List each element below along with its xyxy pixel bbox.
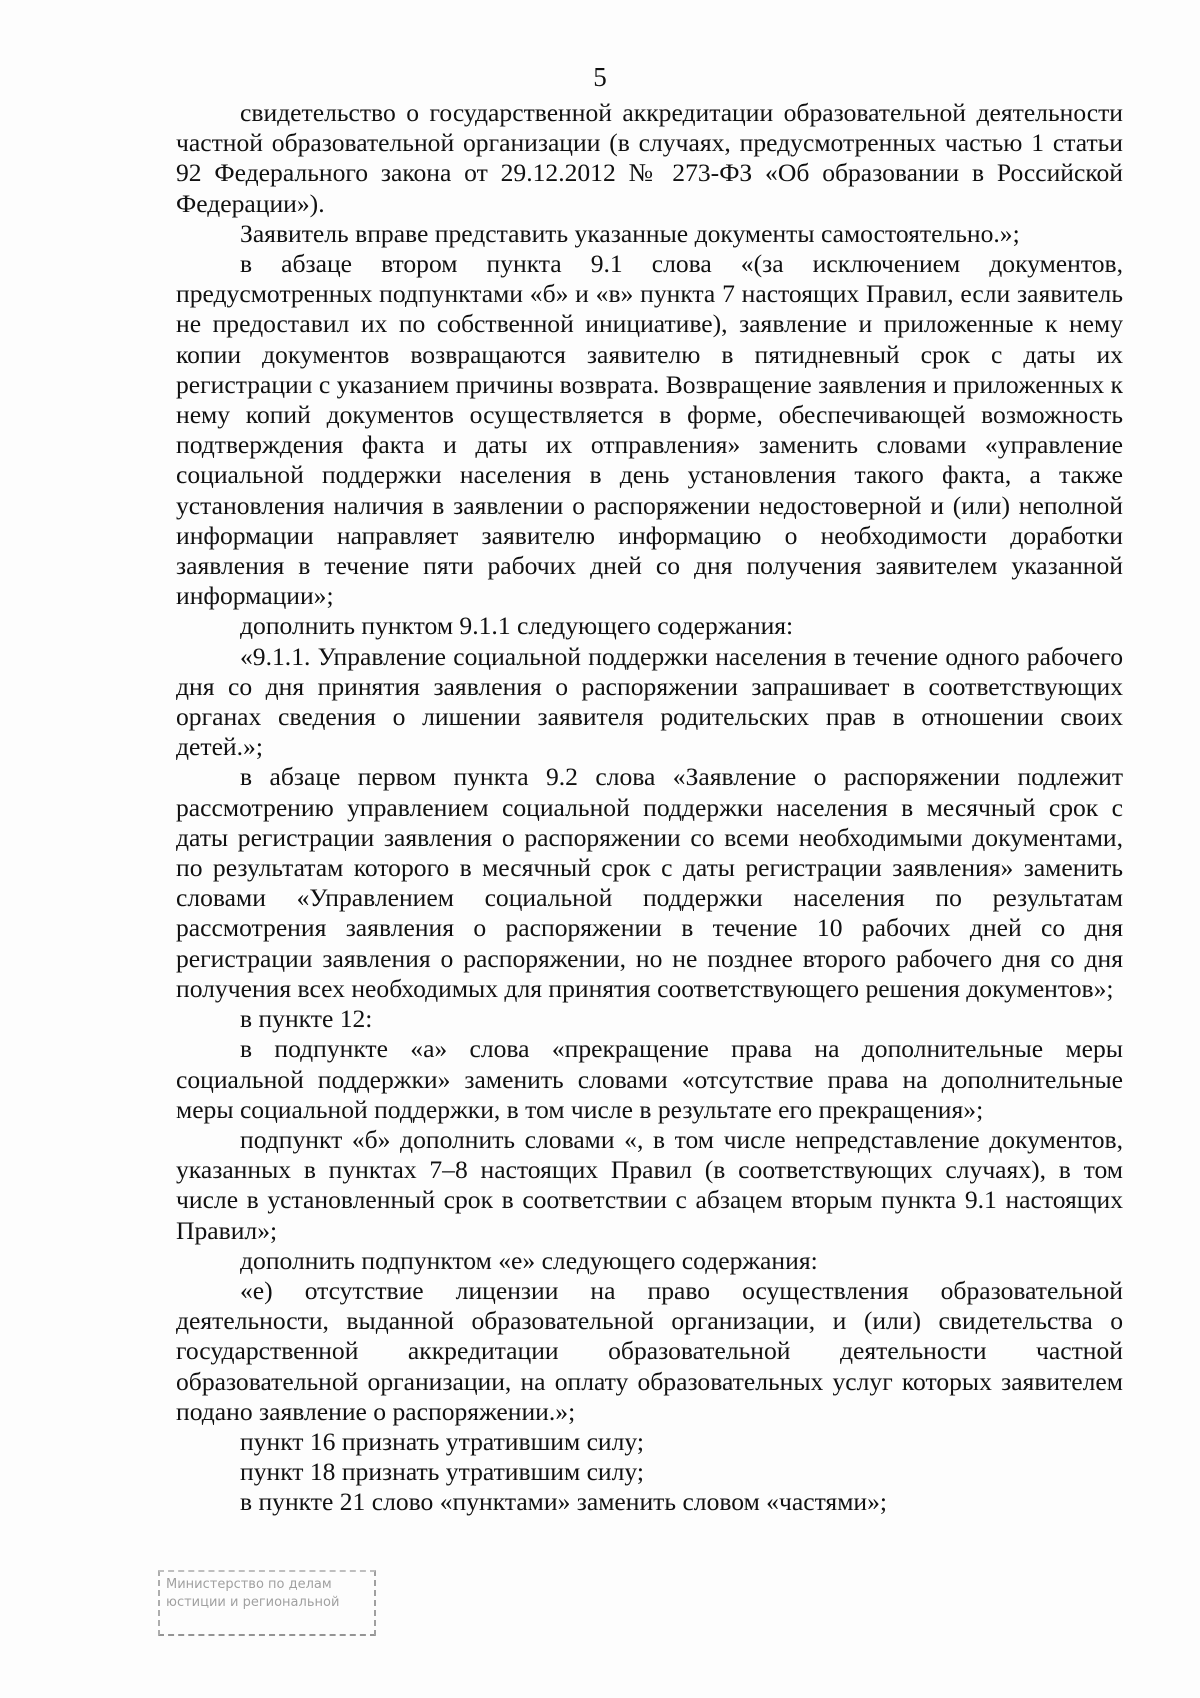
paragraph: в пункте 12: xyxy=(240,1004,373,1034)
paragraph: Заявитель вправе представить указанные документы самостоятельно.»; xyxy=(240,218,1020,248)
paragraph: дополнить пунктом 9.1.1 следующего содержания: xyxy=(240,611,794,641)
paragraph: свидетельство о государственной аккредитации образовательной деятельности частной образовательной организации (в случаях, предусмотренных частью 1 статьи 92 Федерального закона от 29.12.2012 № 273-ФЗ «Об образовании в Российской Федерации»). xyxy=(176,98,1123,218)
paragraph: «9.1.1. Управление социальной поддержки населения в течение одного рабочего дня со дня принятия заявления о распоряжении запрашивает в соответствующих органах сведения о лишении заявителя родительских прав в отношении своих детей.»; xyxy=(176,641,1123,762)
page-number: 5 xyxy=(593,62,607,92)
paragraph: дополнить подпунктом «е» следующего содержания: xyxy=(240,1245,818,1275)
paragraph: «е) отсутствие лицензии на право осуществления образовательной деятельности, выданной образовательной организации, и (или) свидетельства о государственной аккредитации образовательной деятельности частной образовательной организации, на оплату образовательных услуг которых заявителем подано заявление о распоряжении.»; xyxy=(176,1275,1123,1426)
document-body xyxy=(176,98,1123,1518)
paragraph: пункт 16 признать утратившим силу; xyxy=(240,1426,644,1456)
paragraph: в абзаце первом пункта 9.2 слова «Заявление о распоряжении подлежит рассмотрению управлением социальной поддержки населения в месячный срок с даты регистрации заявления о распоряжении со всеми необходимыми документами, по результатам которого в месячный срок с даты регистрации заявления» заменить словами «Управлением социальной поддержки населения по результатам рассмотрения заявления о распоряжении в течение 10 рабочих дней со дня регистрации заявления о распоряжении, но не позднее второго рабочего дня со дня получения всех необходимых для принятия соответствующего решения документов»; xyxy=(176,762,1123,1003)
stamp-line: Министерство по делам xyxy=(166,1577,332,1592)
paragraph: в пункте 21 слово «пунктами» заменить словом «частями»; xyxy=(240,1487,887,1517)
ministry-stamp xyxy=(158,1570,376,1636)
paragraph: подпункт «б» дополнить словами «, в том числе непредставление документов, указанных в пунктах 7–8 настоящих Правил (в соответствующих случаях), в том числе в установленный срок в соответствии с абзацем вторым пункта 9.1 настоящих Правил»; xyxy=(176,1124,1123,1245)
stamp-line: юстиции и региональной xyxy=(166,1595,340,1610)
paragraph: в подпункте «а» слова «прекращение права на дополнительные меры социальной поддержки» заменить словами «отсутствие права на дополнительные меры социальной поддержки, в том числе в результате его прекращения»; xyxy=(176,1034,1123,1124)
paragraph: в абзаце втором пункта 9.1 слова «(за исключением документов, предусмотренных подпунктами «б» и «в» пункта 7 настоящих Правил, если заявитель не предоставил их по собственной инициативе), заявление и приложенные к нему копии документов возвращаются заявителю в пятидневный срок с даты их регистрации с указанием причины возврата. Возвращение заявления и приложенных к нему копий документов осуществляется в форме, обеспечивающей возможность подтверждения факта и даты их отправления» заменить словами «управление социальной поддержки населения в день установления такого факта, а также установления наличия в заявлении о распоряжении недостоверной и (или) неполной информации направляет заявителю информацию о необходимости доработки заявления в течение пяти рабочих дней со дня получения заявителем указанной информации»; xyxy=(176,249,1123,611)
paragraph: пункт 18 признать утратившим силу; xyxy=(240,1457,644,1487)
